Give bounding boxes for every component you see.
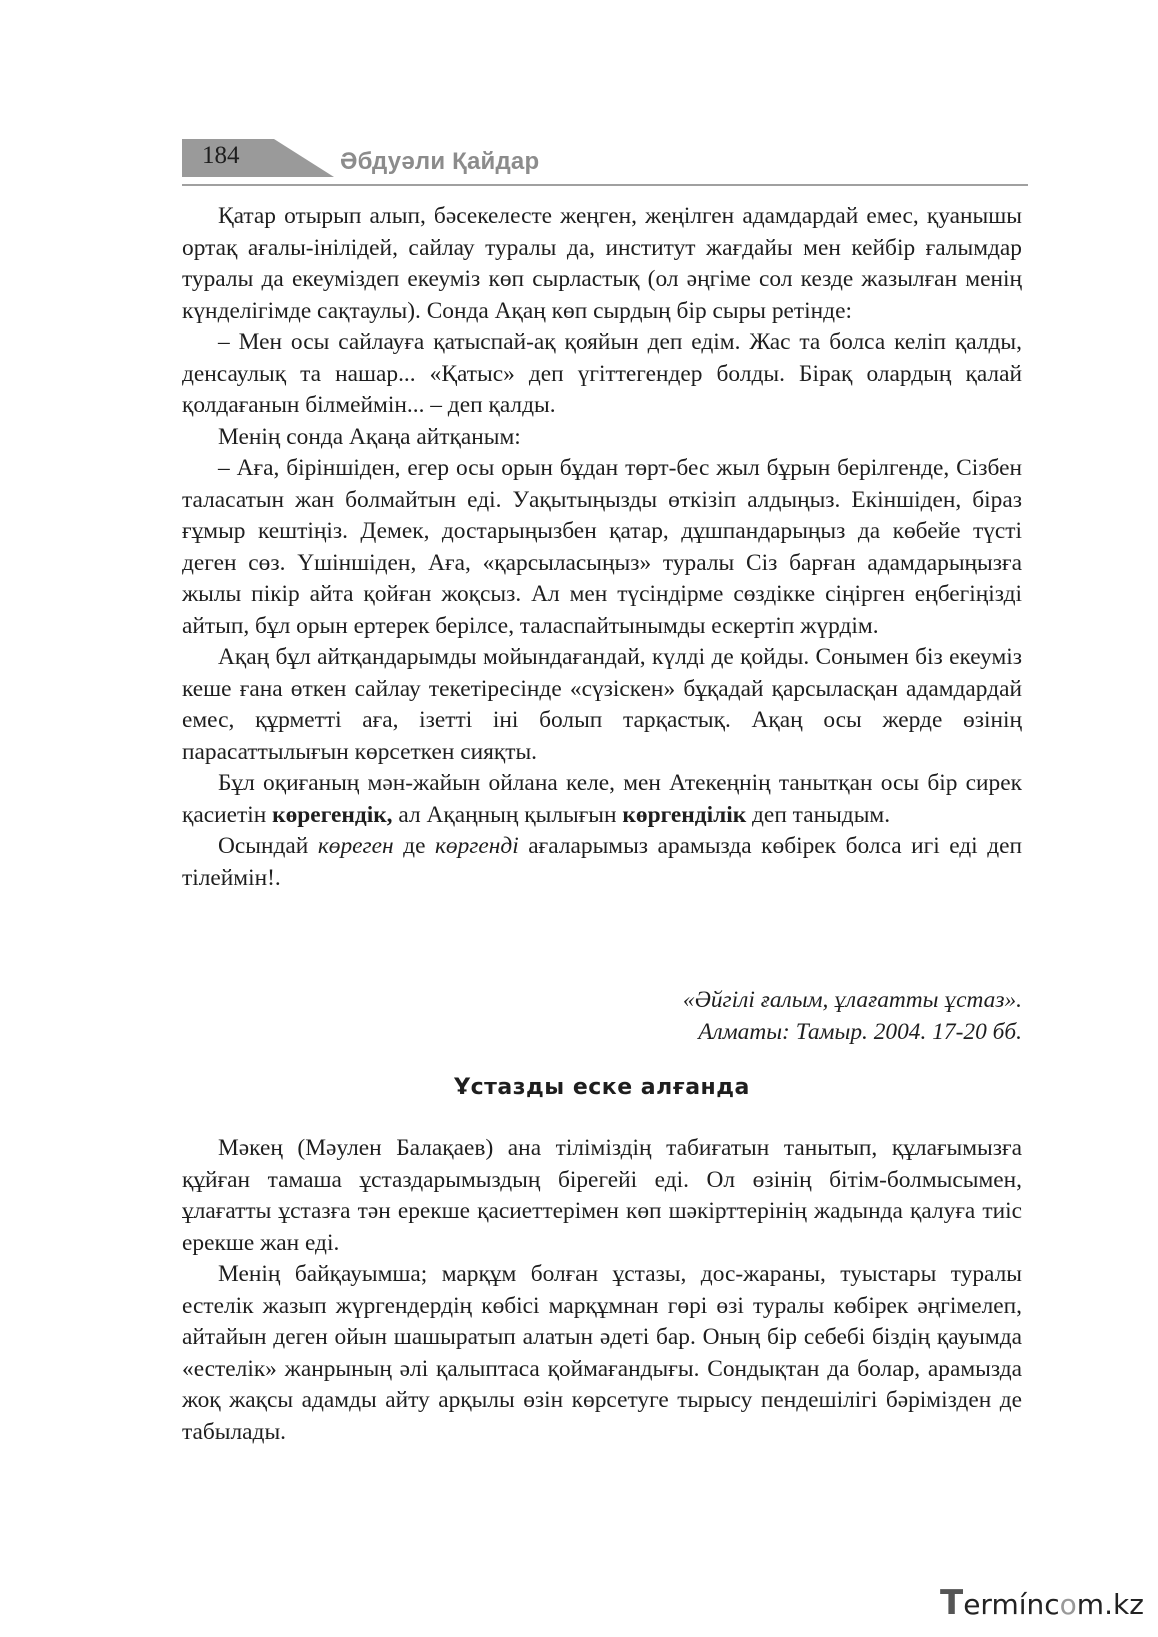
paragraph: Менің сонда Ақаңа айтқаным: (218, 423, 521, 450)
paragraph: – Аға, біріншіден, егер осы орын бұдан төрт-бес жыл бұрын берілгенде, Сізбен таласатын жан болмайтын еді. Уақытыңызды өткізіп алдыңыз. Екіншіден, біраз ғұмыр кештіңіз. Демек, достарыңызбен қатар, дұшпандарыңыз да көбейе түсті деген сөз. Үшіншіден, Аға, «қарсыласыңыз» туралы Сіз барған адамдарыңызға жылы пікір айта қойған жоқсыз. Ал мен түсіндірме сөздікке сіңірген еңбегіңізді айтып, бұл орын ертерек берілсе, таласпайтынымды ескертіп жүрдім. (182, 455, 1022, 639)
bold-term: көрегендік, (272, 801, 393, 828)
text-run: деп таныдым. (746, 801, 891, 828)
paragraph (182, 768, 1022, 831)
text-run: ағаларымыз арамызда көбірек болса игі еді деп тілеймін!. (182, 833, 1022, 891)
paragraph: Ақаң бұл айтқандарымды мойындағандай, күлді де қойды. Сонымен біз екеуміз кеше ғана өткен сайлау текетіресінде «сүзіскен» бұқадай қарсыласқан адамдардай емес, құрметті аға, ізетті іні болып тарқастық. Ақаң осы жерде өзінің парасаттылығын көрсеткен сияқты. (182, 644, 1022, 765)
italic-term: көргенді (434, 833, 519, 859)
page-header (182, 137, 1028, 187)
citation-publisher: Алматы: Тамыр. 2004. 17-20 бб. (698, 1018, 1022, 1045)
watermark-text: m.kz (1076, 1588, 1144, 1621)
paragraph: – Мен осы сайлауға қатыспай-ақ қояйын деп едім. Жас та болса келіп қалды, денсаулық та нашар... «Қатыс» деп үгіттегендер болды. Бірақ олардың қалай қолдағанын білмеймін... – деп қалды. (182, 329, 1022, 418)
main-text-section-2 (182, 1133, 1022, 1448)
text-run: де (393, 833, 435, 859)
text-run: ал Ақаңның қылығын (392, 801, 623, 828)
page-number: 184 (202, 142, 240, 169)
section-heading: Ұстазды еске алғанда (454, 1075, 750, 1100)
paragraph: Менің байқауымша; марқұм болған ұстазы, дос-жараны, туыстары туралы естелік жазып жүргендердің көбісі марқұмнан гөрі өзі туралы көбірек әңгімелеп, айтайын деген ойын шашыратып алатын әдеті бар. Оның бір себебі біздің қауымда «естелік» жанрының әлі қалыптаса қоймағандығы. Сондықтан да болар, арамызда жоқ жақсы адамды айту арқылы өзін көрсетуге тырысу пендешілігі бәрімізден де табылады. (182, 1261, 1022, 1445)
site-watermark (940, 1583, 1144, 1623)
paragraph (182, 831, 1022, 894)
watermark-letter-t: T (940, 1583, 964, 1623)
header-divider (182, 184, 1028, 186)
text-run: Бұл оқиғаның мән-жайын ойлана келе, мен Атекеңнің танытқан осы бір сирек қасиетін (182, 770, 1022, 828)
source-citation (683, 985, 1022, 1048)
page-number-tab-arrow (274, 139, 334, 177)
paragraph: Қатар отырып алып, бәсекелесте жеңген, жеңілген адамдардай емес, қуанышы ортақ ағалы-інілідей, сайлау туралы да, институт жағдайы мен кейбір ғалымдар туралы да екеуміздеп екеуміз көп сырластық (ол әңгіме сол кезде жазылған менің күнделігімде сақтаулы). Сонда Ақаң көп сырдың бір сыры ретінде: (182, 203, 1022, 324)
paragraph: Мәкең (Мәулен Балақаев) ана тіліміздің табиғатын танытып, құлағымызға құйған тамаша ұстаздарымыздың бірегейі еді. Ол өзінің бітім-болмысымен, ұлағатты ұстазға тән ерекше қасиеттерімен көп шәкірттерінің жадында қалуға тиіс ерекше жан еді. (182, 1135, 1022, 1256)
citation-title: «Әйгілі ғалым, ұлағатты ұстаз». (682, 987, 1022, 1013)
magnifier-icon: o (1059, 1588, 1077, 1621)
italic-term: көреген (317, 833, 394, 859)
main-text-section-1 (182, 201, 1022, 894)
bold-term: көргенділік (622, 801, 747, 828)
running-head-author: Әбдуәли Қайдар (340, 148, 540, 175)
text-run: Осындай (218, 833, 318, 859)
watermark-text: ermínc (963, 1588, 1060, 1621)
